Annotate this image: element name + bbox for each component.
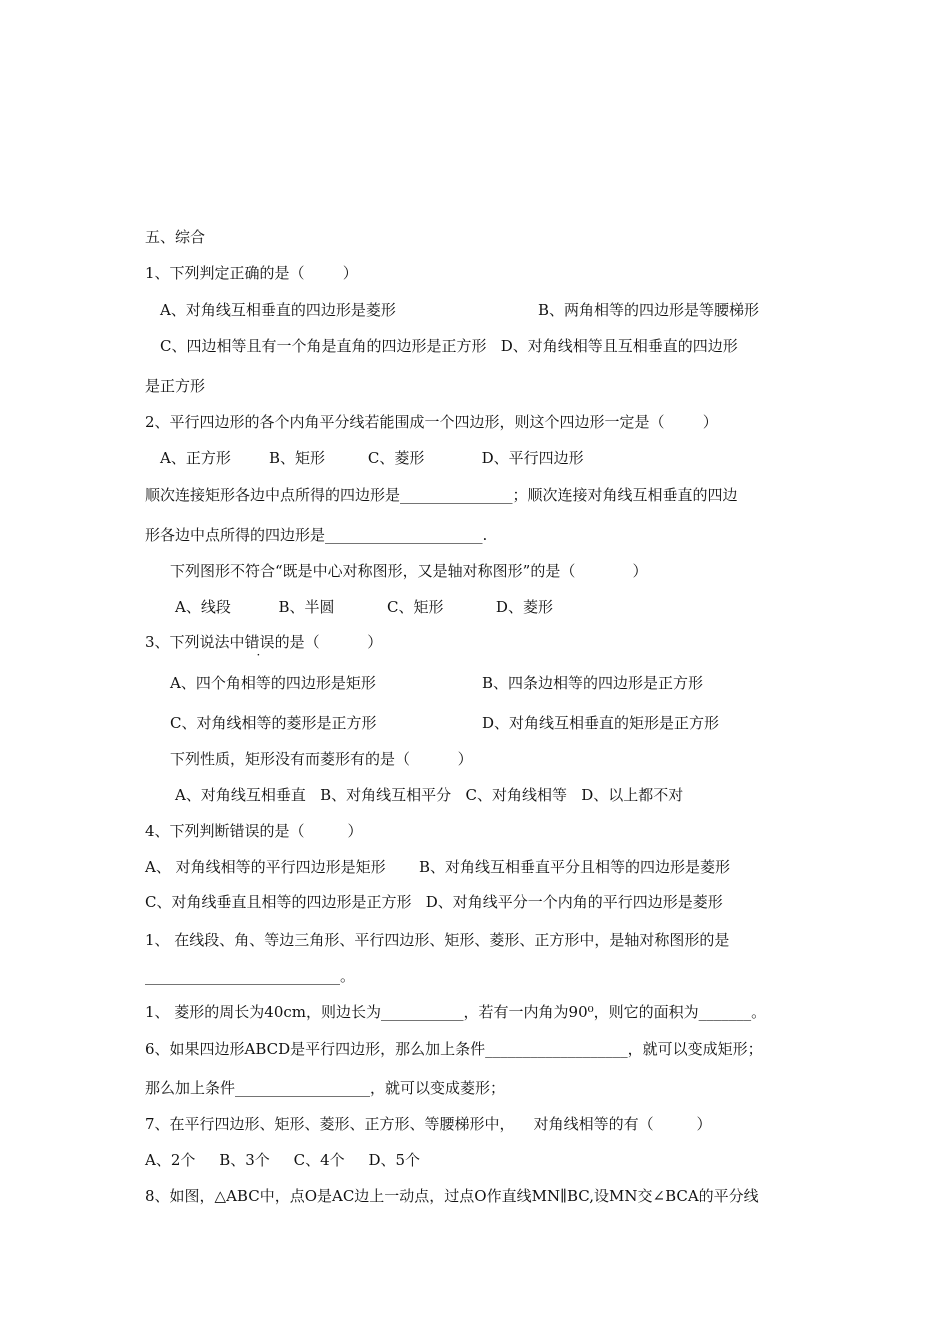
question-axis-symmetry: 1、 在线段、角、等边三角形、平行四边形、矩形、菱形、正方形中，是轴对称图形的是	[145, 931, 730, 949]
property-options: A、对角线互相垂直 B、对角线互相平分 C、对角线相等 D、以上都不对	[175, 786, 684, 804]
q1-option-b: B、两角相等的四边形是等腰梯形	[538, 301, 760, 319]
q7-options: A、2个 B、3个 C、4个 D、5个	[145, 1151, 421, 1169]
question-symmetry: 下列图形不符合“既是中心对称图形，又是轴对称图形”的是（ ）	[170, 562, 648, 580]
question-property: 下列性质，矩形没有而菱形有的是（ ）	[170, 750, 473, 768]
q3-option-d: D、对角线互相垂直的矩形是正方形	[482, 714, 720, 732]
question-1: 1、下列判定正确的是（ ）	[145, 264, 358, 282]
question-6-cont: 那么加上条件__________________，就可以变成菱形；	[145, 1079, 506, 1097]
q3-emphasis: 错误	[244, 633, 275, 651]
question-3	[145, 632, 382, 652]
q4-options-cd: C、对角线垂直且相等的四边形是正方形 D、对角线平分一个内角的平行四边形是菱形	[145, 893, 723, 911]
fill-question-midpoints-cont: 形各边中点所得的四边形是_____________________.	[145, 526, 488, 544]
question-6: 6、如果四边形ABCD是平行四边形，那么加上条件___________________，就可以变成矩形；	[145, 1040, 763, 1058]
q1-option-a: A、对角线互相垂直的四边形是菱形	[160, 301, 396, 319]
q1-option-d-cont: 是正方形	[145, 377, 206, 395]
question-7: 7、在平行四边形、矩形、菱形、正方形、等腰梯形中， 对角线相等的有（ ）	[145, 1115, 712, 1133]
fill-question-midpoints: 顺次连接矩形各边中点所得的四边形是_______________；顺次连接对角线互相垂直的四边	[145, 486, 738, 504]
axis-symmetry-blank: __________________________。	[145, 967, 356, 985]
question-rhombus: 1、 菱形的周长为40cm，则边长为___________，若有一内角为90⁰，则它的面积为_______。	[145, 1003, 767, 1021]
question-4: 4、下列判断错误的是（ ）	[145, 822, 363, 840]
q1-option-cd: C、四边相等且有一个角是直角的四边形是正方形 D、对角线相等且互相垂直的四边形	[160, 337, 738, 355]
q3-option-a: A、四个角相等的四边形是矩形	[170, 674, 376, 692]
section-heading: 五、综合	[145, 228, 206, 246]
q4-options-ab: A、 对角线相等的平行四边形是矩形 B、对角线互相垂直平分且相等的四边形是菱形	[145, 858, 731, 876]
symmetry-options: A、线段 B、半圆 C、矩形 D、菱形	[175, 598, 553, 616]
question-8: 8、如图，△ABC中，点O是AC边上一动点，过点O作直线MN∥BC,设MN交∠BCA的平分线	[145, 1187, 759, 1205]
q3-option-b: B、四条边相等的四边形是正方形	[482, 674, 704, 692]
q2-options: A、正方形 B、矩形 C、菱形 D、平行四边形	[160, 449, 584, 467]
q3-text-start: 3、下列说法中	[145, 633, 245, 651]
q3-text-end: 的是（ ）	[274, 633, 383, 651]
question-2: 2、平行四边形的各个内角平分线若能围成一个四边形，则这个四边形一定是（ ）	[145, 413, 718, 431]
q3-option-c: C、对角线相等的菱形是正方形	[170, 714, 377, 732]
